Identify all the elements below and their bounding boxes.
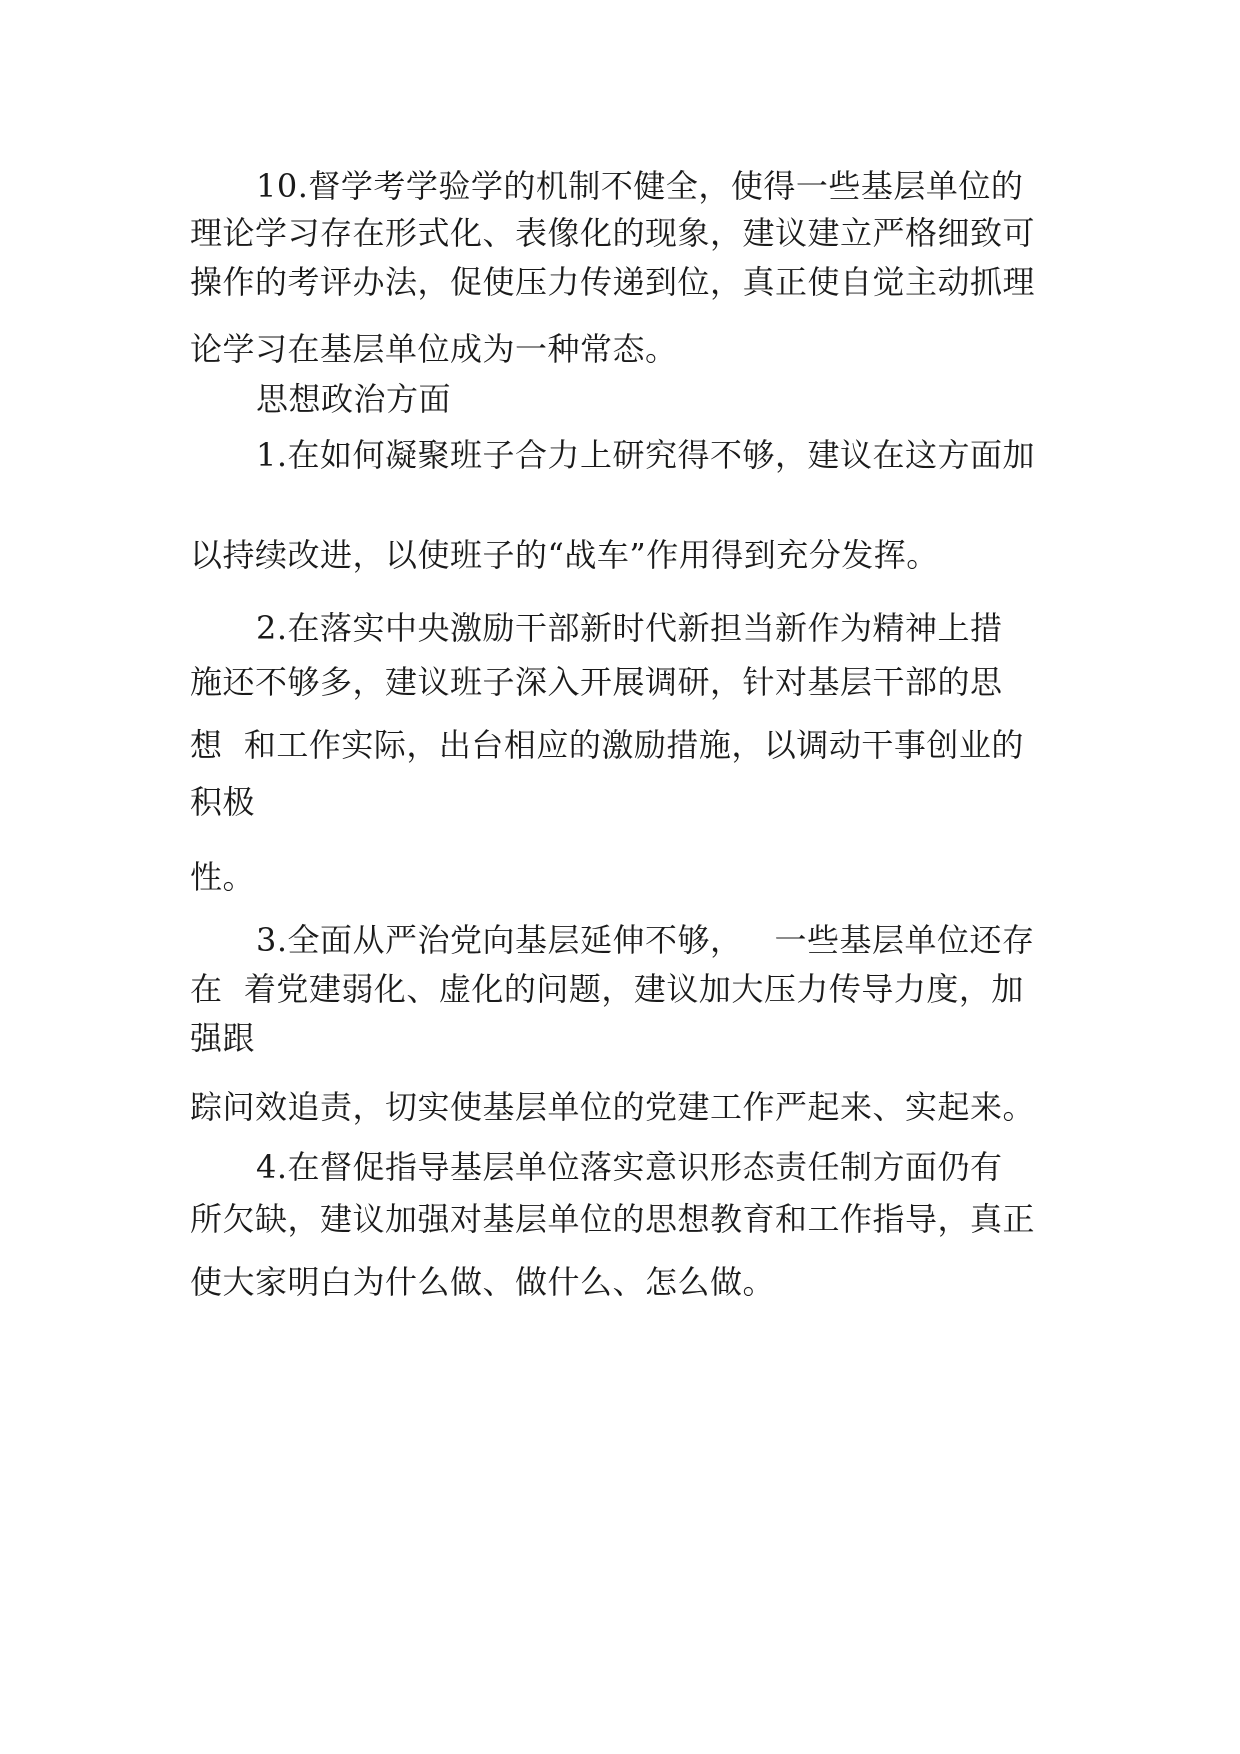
text-line: 施还不够多，建议班子深入开展调研，针对基层干部的思 bbox=[190, 663, 1003, 701]
text-line: 论学习在基层单位成为一种常态。 bbox=[190, 330, 678, 368]
text-line: 操作的考评办法，促使压力传递到位，真正使自觉主动抓理 bbox=[190, 263, 1036, 301]
text-line: 3.全面从严治党向基层延伸不够， 一些基层单位还存 bbox=[256, 921, 1035, 959]
text-line: 以持续改进，以使班子的“战车”作用得到充分发挥。 bbox=[190, 536, 939, 574]
text-line: 4.在督促指导基层单位落实意识形态责任制方面仍有 bbox=[256, 1148, 1003, 1186]
text-line: 所欠缺，建议加强对基层单位的思想教育和工作指导，真正 bbox=[190, 1200, 1036, 1238]
text-line: 踪问效追责，切实使基层单位的党建工作严起来、实起来。 bbox=[190, 1088, 1036, 1126]
text-line: 在 着党建弱化、虚化的问题，建议加大压力传导力度，加 bbox=[190, 970, 1024, 1008]
text-line: 强跟 bbox=[190, 1019, 256, 1057]
section-heading: 思想政治方面 bbox=[256, 380, 452, 418]
text-line: 积极 bbox=[190, 783, 256, 821]
text-line: 使大家明白为什么做、做什么、怎么做。 bbox=[190, 1263, 776, 1301]
text-line: 2.在落实中央激励干部新时代新担当新作为精神上措 bbox=[256, 609, 1003, 647]
text-line: 理论学习存在形式化、表像化的现象，建议建立严格细致可 bbox=[190, 214, 1036, 252]
text-line: 性。 bbox=[190, 858, 256, 896]
text-line: 想 和工作实际，出台相应的激励措施，以调动干事创业的 bbox=[190, 726, 1024, 764]
text-line: 10.督学考学验学的机制不健全，使得一些基层单位的 bbox=[256, 167, 1024, 205]
text-line: 1.在如何凝聚班子合力上研究得不够，建议在这方面加 bbox=[256, 436, 1036, 474]
